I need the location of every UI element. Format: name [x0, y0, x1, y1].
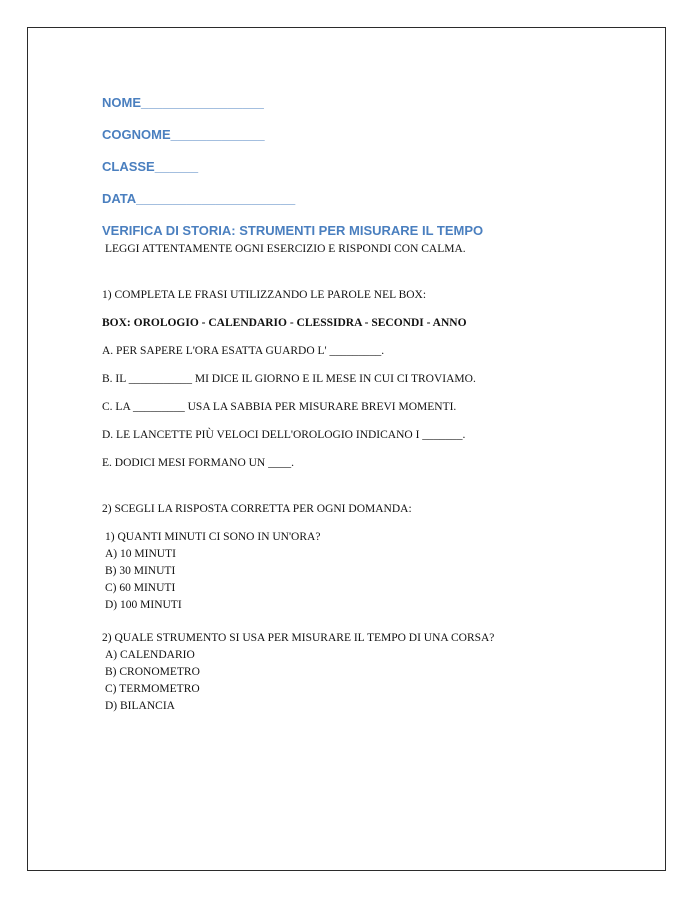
sentence-c: C. LA _________ USA LA SABBIA PER MISURARE BREVI MOMENTI.	[102, 401, 457, 413]
question-1-option-b: B) 30 MINUTI	[105, 565, 176, 577]
question-1-option-a: A) 10 MINUTI	[105, 548, 176, 560]
question-2-option-c: C) TERMOMETRO	[105, 683, 200, 695]
question-1-option-d: D) 100 MINUTI	[105, 599, 182, 611]
page-title: VERIFICA DI STORIA: STRUMENTI PER MISURARE IL TEMPO	[102, 223, 484, 238]
sentence-a: A. PER SAPERE L'ORA ESATTA GUARDO L' _________.	[102, 345, 385, 357]
word-box: BOX: OROLOGIO - CALENDARIO - CLESSIDRA - SECONDI - ANNO	[102, 317, 467, 329]
page-border	[27, 27, 666, 871]
sentence-d: D. LE LANCETTE PIÙ VELOCI DELL'OROLOGIO INDICANO I _______.	[102, 429, 466, 441]
question-2-option-b: B) CRONOMETRO	[105, 666, 200, 678]
surname-field: COGNOME_____________	[102, 127, 265, 142]
instructions: LEGGI ATTENTAMENTE OGNI ESERCIZIO E RISPONDI CON CALMA.	[105, 243, 466, 255]
name-field: NOME_________________	[102, 95, 264, 110]
question-2-option-a: A) CALENDARIO	[105, 649, 195, 661]
question-2: 2) QUALE STRUMENTO SI USA PER MISURARE IL TEMPO DI UNA CORSA?	[102, 632, 495, 644]
question-1: 1) QUANTI MINUTI CI SONO IN UN'ORA?	[105, 531, 321, 543]
date-field: DATA______________________	[102, 191, 296, 206]
question-1-option-c: C) 60 MINUTI	[105, 582, 176, 594]
question-2-option-d: D) BILANCIA	[105, 700, 175, 712]
class-field: CLASSE______	[102, 159, 199, 174]
exercise-1-heading: 1) COMPLETA LE FRASI UTILIZZANDO LE PAROLE NEL BOX:	[102, 289, 427, 301]
sentence-b: B. IL ___________ MI DICE IL GIORNO E IL MESE IN CUI CI TROVIAMO.	[102, 373, 476, 385]
exercise-2-heading: 2) SCEGLI LA RISPOSTA CORRETTA PER OGNI DOMANDA:	[102, 503, 412, 515]
sentence-e: E. DODICI MESI FORMANO UN ____.	[102, 457, 294, 469]
